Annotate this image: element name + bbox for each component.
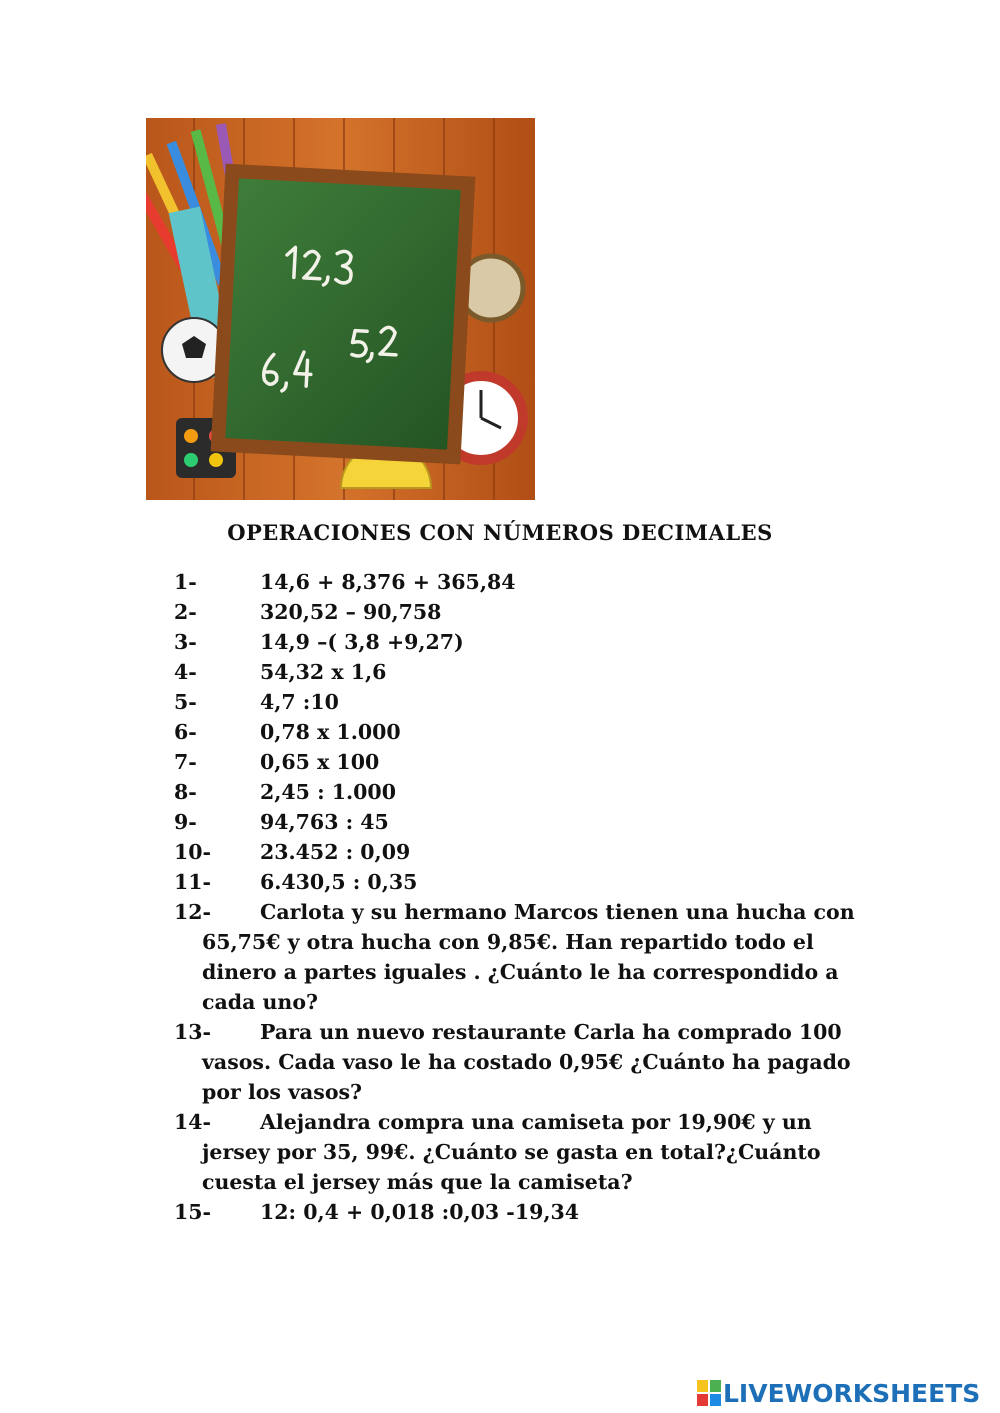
exercise-text: 54,32 x 1,6 — [260, 660, 387, 684]
exercise-item — [174, 1107, 874, 1197]
liveworksheets-logo-icon — [697, 1380, 721, 1406]
liveworksheets-logo[interactable] — [697, 1378, 980, 1408]
exercise-number: 3- — [174, 630, 197, 654]
exercise-item — [174, 747, 874, 777]
exercise-item — [174, 867, 874, 897]
exercise-text: Para un nuevo restaurante Carla ha comprado 100 vasos. Cada vaso le ha costado 0,95€ ¿Cuánto ha pagado por los vasos? — [202, 1020, 851, 1104]
brand-name: LIVEWORKSHEETS — [723, 1378, 981, 1408]
exercise-list — [174, 567, 874, 1227]
exercise-text: 94,763 : 45 — [260, 810, 389, 834]
exercise-text: 14,6 + 8,376 + 365,84 — [260, 570, 516, 594]
exercise-number: 9- — [174, 810, 197, 834]
exercise-number: 14- — [174, 1110, 212, 1134]
exercise-item — [174, 567, 874, 597]
exercise-item — [174, 687, 874, 717]
exercise-item — [174, 597, 874, 627]
exercise-item — [174, 1197, 874, 1227]
exercise-text: 320,52 – 90,758 — [260, 600, 442, 624]
exercise-number: 1- — [174, 570, 197, 594]
exercise-number: 6- — [174, 720, 197, 744]
exercise-item — [174, 717, 874, 747]
exercise-text: Alejandra compra una camiseta por 19,90€ y un jersey por 35, 99€. ¿Cuánto se gasta en total?¿Cuánto cuesta el jersey más que la camiseta? — [202, 1110, 821, 1194]
exercise-number: 7- — [174, 750, 197, 774]
exercise-text: 12: 0,4 + 0,018 :0,03 -19,34 — [260, 1200, 580, 1224]
exercise-number: 10- — [174, 840, 212, 864]
exercise-text: 14,9 –( 3,8 +9,27) — [260, 630, 464, 654]
exercise-text: Carlota y su hermano Marcos tienen una hucha con 65,75€ y otra hucha con 9,85€. Han repartido todo el dinero a partes iguales . ¿Cuánto le ha correspondido a cada uno? — [202, 900, 855, 1014]
exercise-item — [174, 627, 874, 657]
exercise-text: 6.430,5 : 0,35 — [260, 870, 418, 894]
exercise-number: 13- — [174, 1020, 212, 1044]
exercise-item — [174, 1017, 874, 1107]
exercise-number: 4- — [174, 660, 197, 684]
exercise-item — [174, 657, 874, 687]
exercise-number: 15- — [174, 1200, 212, 1224]
exercise-item — [174, 837, 874, 867]
exercise-number: 11- — [174, 870, 212, 894]
exercise-text: 4,7 :10 — [260, 690, 339, 714]
exercise-text: 0,65 x 100 — [260, 750, 380, 774]
exercise-item — [174, 897, 874, 1017]
exercise-number: 8- — [174, 780, 197, 804]
exercise-text: 2,45 : 1.000 — [260, 780, 396, 804]
exercise-text: 23.452 : 0,09 — [260, 840, 411, 864]
chalkboard — [225, 178, 460, 449]
page-title: OPERACIONES CON NÚMEROS DECIMALES — [227, 520, 773, 545]
exercise-number: 12- — [174, 900, 212, 924]
exercise-number: 5- — [174, 690, 197, 714]
exercise-item — [174, 777, 874, 807]
exercise-text: 0,78 x 1.000 — [260, 720, 401, 744]
exercise-item — [174, 807, 874, 837]
exercise-number: 2- — [174, 600, 197, 624]
chalkboard-illustration — [146, 118, 535, 500]
